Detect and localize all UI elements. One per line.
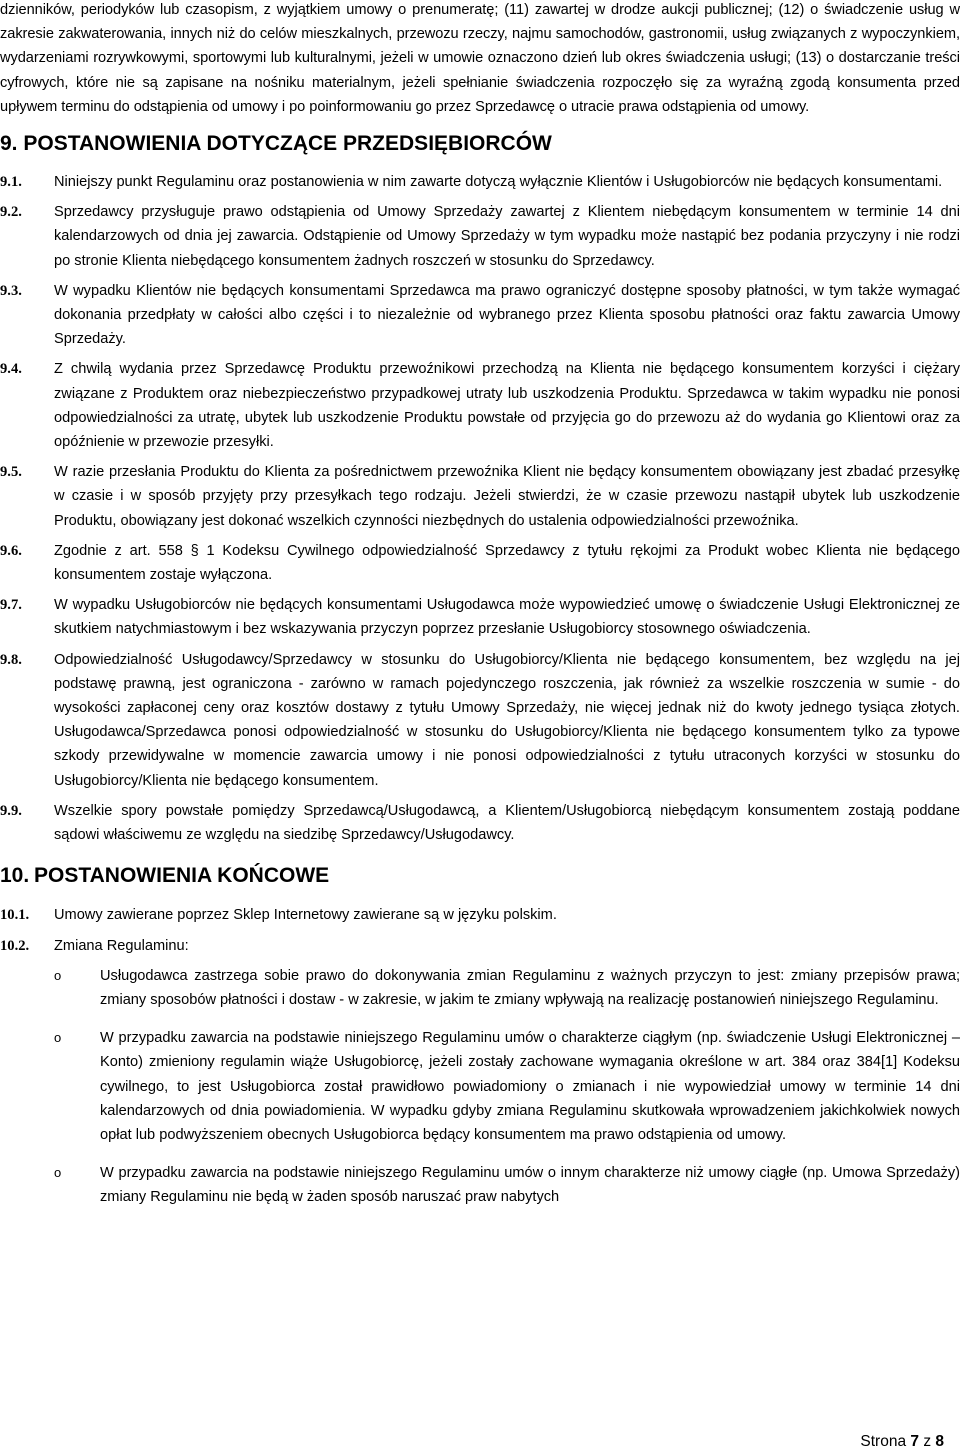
list-item xyxy=(0,357,960,454)
list-item xyxy=(0,799,960,847)
item-text: W wypadku Usługobiorców nie będących konsumentami Usługodawca może wypowiedzieć umowę o świadczenie Usługi Elektronicznej ze skutkiem natychmiastowym i bez wskazywania przyczyn poprzez przesłanie Usługobiorcy stosownego oświadczenia. xyxy=(54,597,960,638)
bullet-text: W przypadku zawarcia na podstawie niniejszego Regulaminu umów o charakterze ciągłym (np. świadczenie Usługi Elektronicznej – Konto) zmieniony regulamin wiąże Usługobiorcę, jeżeli zostały zachowane wymagania określone w art. 384 oraz 384[1] Kodeksu cywilnego, to jest Usługobiorca został prawidłowo powiadomiony o zmianach i nie wypowiedział umowy w terminie 14 dni kalendarzowych od dnia powiadomienia. W wypadku gdyby zmiana Regulaminu skutkowała wprowadzeniem jakichkolwiek nowych opłat lub podwyższeniem obecnych Usługobiorca będący konsumentem ma prawo odstąpienia od umowy. xyxy=(100,1030,960,1143)
footer-current-page: 7 xyxy=(910,1433,919,1450)
intro-paragraph: dzienników, periodyków lub czasopism, z wyjątkiem umowy o prenumeratę; (11) zawartej w drodze aukcji publicznej; (12) o świadczenie usług w zakresie zakwaterowania, innych niż do celów mieszkalnych, przewozu rzeczy, najmu samochodów, gastronomii, usług związanych z wypoczynkiem, wydarzeniami rozrywkowymi, sportowymi lub kulturalnymi, jeżeli w umowie oznaczono dzień lub okres świadczenia usługi; (13) o dostarczanie treści cyfrowych, które nie są zapisane na nośniku materialnym, jeżeli spełnianie świadczenia rozpoczęło się za wyraźną zgodą konsumenta przed upływem terminu do odstąpienia od umowy i po poinformowaniu go przez Sprzedawcę o utracie prawa odstąpienia od umowy. xyxy=(0,2,960,115)
item-text: Zmiana Regulaminu: xyxy=(54,937,189,954)
item-number: 9.9. xyxy=(0,802,22,819)
footer-prefix: Strona xyxy=(860,1433,907,1450)
section-10-list xyxy=(0,903,960,1209)
bullet-item xyxy=(54,964,960,1012)
item-number: 9.8. xyxy=(0,651,22,668)
footer-total-pages: 8 xyxy=(935,1433,944,1450)
item-number: 9.5. xyxy=(0,464,22,481)
regulation-change-bullets xyxy=(54,964,960,1210)
bullet-item xyxy=(54,1026,960,1147)
item-text: W razie przesłania Produktu do Klienta za pośrednictwem przewoźnika Klient nie będący konsumentem obowiązany jest zbadać przesyłkę w czasie i w sposób przyjęty przy przesyłkach tego rodzaju. Jeżeli stwierdzi, że w czasie przewozu nastąpił ubytek lub uszkodzenie Produktu, obowiązany jest dokonać wszelkich czynności niezbędnych do ustalenia odpowiedzialności przewoźnika. xyxy=(54,464,960,529)
bullet-text: Usługodawca zastrzega sobie prawo do dokonywania zmian Regulaminu z ważnych przyczyn to jest: zmiany przepisów prawa; zmiany sposobów płatności i dostaw - w zakresie, w jakim te zmiany wpływają na realizację postanowień niniejszego Regulaminu. xyxy=(100,967,960,1008)
bullet-item xyxy=(54,1161,960,1209)
item-number: 9.7. xyxy=(0,597,22,614)
item-number: 9.2. xyxy=(0,204,22,221)
item-text: Umowy zawierane poprzez Sklep Internetowy zawierane są w języku polskim. xyxy=(54,907,557,924)
item-text: Z chwilą wydania przez Sprzedawcę Produktu przewoźnikowi przechodzą na Klienta nie będącego konsumentem korzyści i ciężary związane z Produktem oraz niebezpieczeństwo przypadkowej utraty lub uszkodzenia Produktu. Sprzedawca w takim wypadku nie ponosi odpowiedzialności za utratę, ubytek lub uszkodzenie Produktu powstałe od przyjęcia go do przewozu aż do wydania go Klientowi oraz za opóźnienie w przewozie przesyłki. xyxy=(54,361,960,451)
section-9-list xyxy=(0,170,960,847)
section-9-heading: 9. POSTANOWIENIA DOTYCZĄCE PRZEDSIĘBIORCÓW xyxy=(0,132,552,156)
bullet-circle-icon: o xyxy=(54,967,62,983)
bullet-circle-icon: o xyxy=(54,1030,62,1046)
list-item xyxy=(0,903,960,927)
item-number: 10.2. xyxy=(0,937,30,954)
list-item xyxy=(0,279,960,352)
item-text: Sprzedawcy przysługuje prawo odstąpienia od Umowy Sprzedaży zawartej z Klientem niebędącym konsumentem w terminie 14 dni kalendarzowych od dnia jej zawarcia. Odstąpienie od Umowy Sprzedaży w tym wypadku może nastąpić bez podania przyczyny i nie rodzi po stronie Klienta niebędącego konsumentem żadnych roszczeń w stosunku do Sprzedawcy. xyxy=(54,204,960,269)
list-item xyxy=(0,170,960,194)
item-number: 9.3. xyxy=(0,282,22,299)
section-10-heading-text: POSTANOWIENIA KOŃCOWE xyxy=(34,864,330,888)
list-item xyxy=(0,593,960,641)
bullet-circle-icon: o xyxy=(54,1165,62,1181)
item-text: Wszelkie spory powstałe pomiędzy Sprzedawcą/Usługodawcą, a Klientem/Usługobiorcą niebędącym konsumentem zostają poddane sądowi właściwemu ze względu na siedzibę Sprzedawcy/Usługodawcy. xyxy=(54,802,960,844)
item-number: 9.1. xyxy=(0,174,22,191)
page-number-footer xyxy=(860,1432,944,1452)
item-text: Niniejszy punkt Regulaminu oraz postanowienia w nim zawarte dotyczą wyłącznie Klientów i Usługobiorców nie będących konsumentami. xyxy=(54,174,943,191)
item-number: 10.1. xyxy=(0,907,30,924)
item-number: 9.6. xyxy=(0,542,22,559)
list-item xyxy=(0,539,960,587)
bullet-text: W przypadku zawarcia na podstawie niniejszego Regulaminu umów o innym charakterze niż umowy ciągłe (np. Umowa Sprzedaży) zmiany Regulaminu nie będą w żaden sposób naruszać praw nabytych xyxy=(100,1165,960,1206)
list-item xyxy=(0,460,960,533)
item-text: Odpowiedzialność Usługodawcy/Sprzedawcy w stosunku do Usługobiorcy/Klienta nie będącego konsumentem, bez względu na jej podstawę prawną, jest ograniczona - zarówno w ramach pojedynczego roszczenia, jak również za wszelkie roszczenia w sumie - do wysokości zapłaconej ceny oraz kosztów dostawy z tytułu Umowy Sprzedaży, nie więcej jednak niż do kwoty jednego tysiąca złotych. Usługodawca/Sprzedawca ponosi odpowiedzialność w stosunku do Usługobiorcy/Klienta nie będącego konsumentem tylko za typowe szkody przewidywalne w momencie zawarcia umowy i nie ponosi odpowiedzialności z tytułu utraconych korzyści w stosunku do Usługobiorcy/Klienta nie będącego konsumentem. xyxy=(54,651,960,789)
item-text: Zgodnie z art. 558 § 1 Kodeksu Cywilnego odpowiedzialność Sprzedawcy z tytułu rękojmi za Produkt wobec Klienta nie będącego konsumentem zostaje wyłączona. xyxy=(54,542,960,584)
footer-of: z xyxy=(923,1433,932,1450)
section-10-heading xyxy=(0,863,960,889)
list-item xyxy=(0,648,960,793)
item-number: 9.4. xyxy=(0,361,22,378)
item-text: W wypadku Klientów nie będących konsumentami Sprzedawca ma prawo ograniczyć dostępne sposoby płatności, w tym także wymagać dokonania przedpłaty w całości albo części i to niezależnie od wybranego przez Klienta sposobu płatności oraz faktu zawarcia Umowy Sprzedaży. xyxy=(54,282,960,348)
list-item xyxy=(0,934,960,958)
section-10-heading-number: 10. xyxy=(0,864,30,888)
list-item xyxy=(0,200,960,273)
